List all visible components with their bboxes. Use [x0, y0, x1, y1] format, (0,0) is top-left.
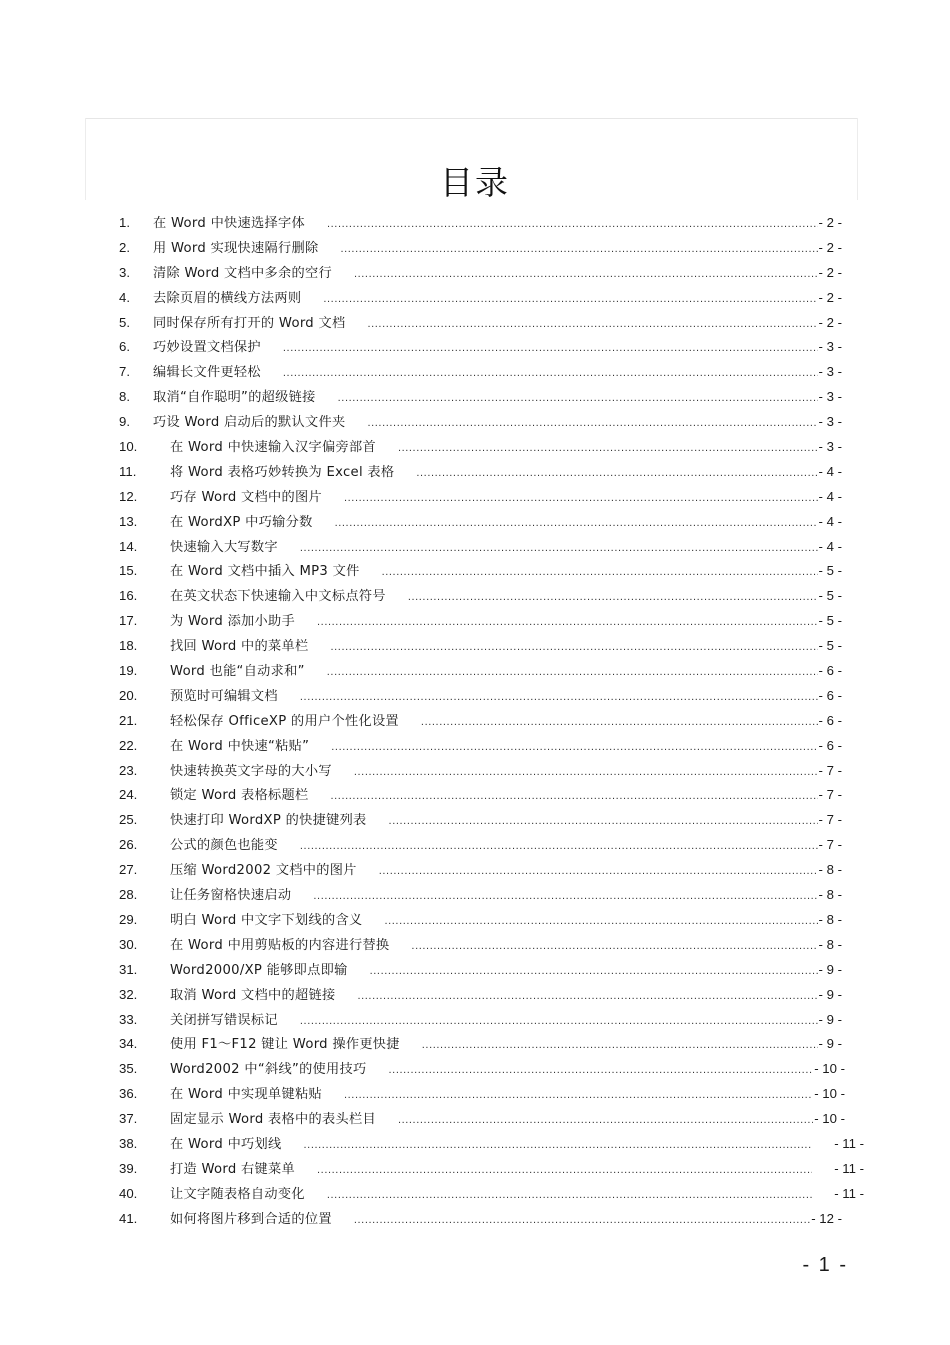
toc-entry[interactable]	[0, 584, 950, 609]
toc-entry-page: - 9 -	[818, 961, 842, 977]
toc-entry-page: - 8 -	[818, 887, 842, 903]
toc-entry-title[interactable]: 在 Word 中快速“粘贴”	[170, 738, 310, 754]
toc-entry-page: - 3 -	[818, 414, 842, 430]
toc-entry-number: 41.	[119, 1210, 138, 1226]
toc-entry-title[interactable]: 让任务窗格快速启动	[170, 888, 292, 904]
toc-dot-leader	[344, 1083, 813, 1108]
toc-entry[interactable]	[0, 709, 950, 734]
toc-entry[interactable]	[0, 236, 950, 261]
toc-dot-leader	[421, 710, 818, 735]
toc-dot-leader	[327, 1183, 812, 1208]
toc-entry-number: 26.	[119, 837, 138, 853]
toc-entry-number: 35.	[119, 1061, 138, 1077]
toc-dot-leader	[300, 834, 818, 859]
toc-entry-title[interactable]: 将 Word 表格巧妙转换为 Excel 表格	[170, 464, 395, 480]
toc-entry-title[interactable]: 用 Word 实现快速隔行删除	[153, 240, 319, 256]
toc-dot-leader	[379, 859, 818, 884]
toc-dot-leader	[416, 461, 817, 486]
toc-entry-number: 2.	[119, 239, 130, 255]
toc-entry-number: 31.	[119, 961, 138, 977]
header-frame-top-line	[85, 118, 858, 119]
toc-dot-leader	[283, 361, 818, 386]
toc-dot-leader	[338, 386, 818, 411]
toc-entry-number: 17.	[119, 613, 138, 629]
toc-entry-page: - 3 -	[818, 439, 842, 455]
toc-entry-number: 19.	[119, 663, 138, 679]
toc-dot-leader	[411, 934, 817, 959]
toc-entry-page: - 7 -	[818, 837, 842, 853]
toc-entry-page: - 2 -	[818, 239, 842, 255]
toc-entry-title[interactable]: 固定显示 Word 表格中的表头栏目	[170, 1112, 376, 1128]
toc-entry-page: - 8 -	[818, 936, 842, 952]
toc-dot-leader	[408, 585, 818, 610]
toc-entry[interactable]	[0, 460, 950, 485]
toc-dot-leader	[367, 411, 817, 436]
toc-entry[interactable]	[0, 385, 950, 410]
toc-entry-title[interactable]: 在 Word 中实现单键粘贴	[170, 1087, 322, 1103]
toc-entry-page: - 3 -	[818, 389, 842, 405]
toc-entry-title[interactable]: 在 WordXP 中巧输分数	[170, 514, 313, 530]
toc-entry[interactable]	[0, 759, 950, 784]
toc-entry-page: - 10 -	[814, 1086, 845, 1102]
toc-entry-page: - 3 -	[818, 364, 842, 380]
toc-entry-title[interactable]: 为 Word 添加小助手	[170, 614, 296, 630]
toc-entry-title[interactable]: 取消“自作聪明”的超级链接	[153, 390, 316, 406]
toc-dot-leader	[331, 784, 818, 809]
toc-entry[interactable]	[0, 958, 950, 983]
toc-dot-leader	[382, 560, 818, 585]
toc-entry-title[interactable]: 快速打印 WordXP 的快捷键列表	[170, 813, 367, 829]
toc-entry-page: - 6 -	[818, 712, 842, 728]
toc-entry[interactable]	[0, 1008, 950, 1033]
toc-entry-page: - 12 -	[811, 1210, 842, 1226]
toc-entry-title[interactable]: 在 Word 文档中插入 MP3 文件	[170, 564, 360, 580]
toc-entry[interactable]	[0, 261, 950, 286]
toc-entry-number: 25.	[119, 812, 138, 828]
toc-dot-leader	[389, 809, 818, 834]
toc-entry-number: 3.	[119, 264, 130, 280]
toc-entry-title[interactable]: 在 Word 中用剪贴板的内容进行替换	[170, 937, 390, 953]
toc-entry[interactable]	[0, 609, 950, 634]
toc-entry-page: - 4 -	[818, 538, 842, 554]
toc-entry[interactable]	[0, 1207, 950, 1232]
toc-entry[interactable]	[0, 1182, 950, 1207]
toc-entry[interactable]	[0, 1107, 950, 1132]
toc-entry-title[interactable]: 如何将图片移到合适的位置	[170, 1211, 332, 1227]
toc-entry-title[interactable]: 在 Word 中快速输入汉字偏旁部首	[170, 440, 376, 456]
toc-entry-number: 32.	[119, 986, 138, 1002]
toc-entry[interactable]	[0, 684, 950, 709]
toc-entry[interactable]	[0, 335, 950, 360]
toc-entry-page: - 9 -	[818, 1011, 842, 1027]
toc-entry-title[interactable]: 快速输入大写数字	[170, 539, 278, 555]
toc-entry-number: 33.	[119, 1011, 138, 1027]
toc-dot-leader	[323, 287, 817, 312]
toc-entry[interactable]	[0, 410, 950, 435]
toc-entry[interactable]	[0, 559, 950, 584]
toc-dot-leader	[370, 959, 818, 984]
toc-entry-page: - 11 -	[834, 1185, 864, 1201]
toc-entry-page: - 2 -	[818, 289, 842, 305]
toc-entry-number: 27.	[119, 862, 138, 878]
toc-entry[interactable]	[0, 435, 950, 460]
toc-entry-number: 29.	[119, 911, 138, 927]
toc-entry-number: 24.	[119, 787, 138, 803]
toc-entry-page: - 2 -	[818, 314, 842, 330]
toc-dot-leader	[354, 760, 818, 785]
toc-entry-title[interactable]: 巧设 Word 启动后的默认文件夹	[153, 415, 346, 431]
toc-entry[interactable]	[0, 883, 950, 908]
page-title: 目录	[440, 163, 510, 202]
toc-dot-leader	[344, 486, 818, 511]
toc-dot-leader	[335, 511, 818, 536]
toc-entry-number: 14.	[119, 538, 138, 554]
toc-entry-number: 8.	[119, 389, 130, 405]
toc-entry-page: - 4 -	[818, 463, 842, 479]
toc-entry-title[interactable]: 巧存 Word 文档中的图片	[170, 489, 322, 505]
toc-entry[interactable]	[0, 833, 950, 858]
toc-entry-title[interactable]: 关闭拼写错误标记	[170, 1012, 278, 1028]
toc-entry-title[interactable]: 在 Word 中快速选择字体	[153, 216, 305, 231]
toc-entry-number: 22.	[119, 737, 138, 753]
toc-entry[interactable]	[0, 360, 950, 385]
toc-entry-title[interactable]: Word2002 中“斜线”的使用技巧	[170, 1062, 367, 1078]
toc-entry-number: 21.	[119, 712, 138, 728]
toc-entry-page: - 5 -	[818, 638, 842, 654]
toc-dot-leader	[357, 984, 817, 1009]
toc-entry-page: - 6 -	[818, 687, 842, 703]
toc-entry[interactable]	[0, 211, 950, 236]
toc-entry-title[interactable]: 取消 Word 文档中的超链接	[170, 987, 336, 1003]
toc-entry-title[interactable]: 使用 F1～F12 键让 Word 操作更快捷	[170, 1037, 400, 1053]
toc-dot-leader	[398, 1108, 813, 1133]
toc-entry-title[interactable]: Word 也能“自动求和”	[170, 664, 305, 680]
toc-entry-page: - 4 -	[818, 513, 842, 529]
toc-entry[interactable]	[0, 1132, 950, 1157]
toc-entry[interactable]	[0, 286, 950, 311]
toc-dot-leader	[384, 909, 817, 934]
toc-entry[interactable]	[0, 808, 950, 833]
toc-entry-page: - 5 -	[818, 563, 842, 579]
toc-entry-page: - 11 -	[834, 1160, 864, 1176]
toc-entry-number: 20.	[119, 687, 138, 703]
toc-entry-number: 7.	[119, 364, 130, 380]
toc-entry-page: - 11 -	[834, 1135, 864, 1151]
toc-entry-number: 15.	[119, 563, 138, 579]
toc-entry-number: 12.	[119, 488, 138, 504]
toc-entry-page: - 5 -	[818, 613, 842, 629]
toc-entry-number: 34.	[119, 1036, 138, 1052]
toc-entry[interactable]	[0, 933, 950, 958]
toc-dot-leader	[300, 1009, 818, 1034]
toc-entry-number: 40.	[119, 1185, 138, 1201]
toc-entry-number: 36.	[119, 1086, 138, 1102]
toc-entry-page: - 8 -	[818, 862, 842, 878]
toc-entry[interactable]	[0, 734, 950, 759]
toc-entry[interactable]	[0, 510, 950, 535]
toc-entry-title[interactable]: 公式的颜色也能变	[170, 838, 278, 854]
toc-entry[interactable]	[0, 983, 950, 1008]
toc-entry-number: 4.	[119, 289, 130, 305]
toc-dot-leader	[354, 1208, 810, 1233]
page-number: - 1 -	[802, 1254, 848, 1276]
toc-entry-title[interactable]: 去除页眉的横线方法两则	[153, 290, 302, 306]
toc-dot-leader	[367, 312, 817, 337]
toc-dot-leader	[300, 536, 818, 561]
toc-entry-page: - 10 -	[814, 1061, 845, 1077]
toc-entry-title[interactable]: 编辑长文件更轻松	[153, 365, 261, 381]
toc-entry[interactable]	[0, 858, 950, 883]
toc-entry-page: - 4 -	[818, 488, 842, 504]
toc-entry[interactable]	[0, 634, 950, 659]
toc-entry-page: - 7 -	[818, 812, 842, 828]
toc-entry-title[interactable]: 明白 Word 中文字下划线的含义	[170, 912, 363, 928]
toc-entry[interactable]	[0, 1082, 950, 1107]
toc-entry-title[interactable]: 压缩 Word2002 文档中的图片	[170, 863, 357, 879]
toc-entry-number: 10.	[119, 439, 138, 455]
toc-entry-title[interactable]: 打造 Word 右键菜单	[170, 1161, 296, 1177]
toc-entry-title[interactable]: 锁定 Word 表格标题栏	[170, 788, 309, 804]
toc-dot-leader	[304, 1133, 813, 1158]
toc-entry-number: 1.	[119, 215, 130, 230]
toc-dot-leader	[389, 1058, 814, 1083]
toc-dot-leader	[327, 660, 818, 685]
toc-entry[interactable]	[0, 908, 950, 933]
toc-entry-number: 9.	[119, 414, 130, 430]
toc-entry-title[interactable]: 快速转换英文字母的大小写	[170, 763, 332, 779]
toc-dot-leader	[317, 1158, 812, 1183]
toc-entry-page: - 3 -	[818, 339, 842, 355]
toc-entry[interactable]	[0, 783, 950, 808]
toc-dot-leader	[340, 237, 817, 262]
toc-entry-page: - 6 -	[818, 663, 842, 679]
toc-entry[interactable]	[0, 1057, 950, 1082]
toc-entry-number: 23.	[119, 762, 138, 778]
toc-entry[interactable]	[0, 311, 950, 336]
toc-entry-title[interactable]: 轻松保存 OfficeXP 的用户个性化设置	[170, 713, 399, 729]
toc-dot-leader	[398, 436, 818, 461]
toc-entry[interactable]	[0, 535, 950, 560]
toc-entry-number: 18.	[119, 638, 138, 654]
toc-entry-page: - 2 -	[818, 264, 842, 280]
toc-dot-leader	[327, 212, 818, 237]
toc-entry-number: 39.	[119, 1160, 138, 1176]
toc-entry-title[interactable]: Word2000/XP 能够即点即输	[170, 962, 348, 978]
toc-entry-number: 28.	[119, 887, 138, 903]
toc-dot-leader	[331, 735, 817, 760]
toc-entry-title[interactable]: 在 Word 中巧划线	[170, 1136, 282, 1152]
toc-entry-page: - 5 -	[818, 588, 842, 604]
toc-entry-page: - 8 -	[818, 911, 842, 927]
toc-entry-title[interactable]: 找回 Word 中的菜单栏	[170, 639, 309, 655]
toc-entry-page: - 7 -	[818, 787, 842, 803]
table-of-contents	[0, 211, 950, 1232]
toc-entry-title[interactable]: 让文字随表格自动变化	[170, 1186, 305, 1202]
toc-entry-title[interactable]: 同时保存所有打开的 Word 文档	[153, 315, 346, 331]
toc-entry-number: 16.	[119, 588, 138, 604]
toc-entry-number: 37.	[119, 1111, 138, 1127]
toc-entry-page: - 9 -	[818, 1036, 842, 1052]
toc-entry-page: - 10 -	[814, 1111, 845, 1127]
toc-entry-number: 11.	[119, 463, 137, 479]
toc-entry-title[interactable]: 清除 Word 文档中多余的空行	[153, 265, 332, 281]
toc-entry[interactable]	[0, 1157, 950, 1182]
toc-dot-leader	[300, 685, 818, 710]
toc-entry-number: 5.	[119, 314, 130, 330]
toc-dot-leader	[313, 884, 817, 909]
toc-entry-number: 6.	[119, 339, 130, 355]
toc-dot-leader	[354, 262, 818, 287]
toc-entry-title[interactable]: 预览时可编辑文档	[170, 688, 278, 704]
toc-entry-title[interactable]: 在英文状态下快速输入中文标点符号	[170, 589, 386, 605]
toc-entry-title[interactable]: 巧妙设置文档保护	[153, 340, 261, 356]
toc-entry-number: 13.	[119, 513, 138, 529]
toc-dot-leader	[422, 1033, 818, 1058]
toc-dot-leader	[283, 336, 818, 361]
toc-entry-page: - 6 -	[818, 737, 842, 753]
toc-entry-number: 30.	[119, 936, 138, 952]
toc-entry-number: 38.	[119, 1135, 138, 1151]
toc-entry-page: - 9 -	[818, 986, 842, 1002]
toc-entry-page: - 7 -	[818, 762, 842, 778]
toc-entry[interactable]	[0, 1032, 950, 1057]
toc-entry[interactable]	[0, 485, 950, 510]
toc-dot-leader	[331, 635, 818, 660]
toc-dot-leader	[317, 610, 818, 635]
toc-entry-page: - 2 -	[818, 215, 842, 230]
toc-entry[interactable]	[0, 659, 950, 684]
